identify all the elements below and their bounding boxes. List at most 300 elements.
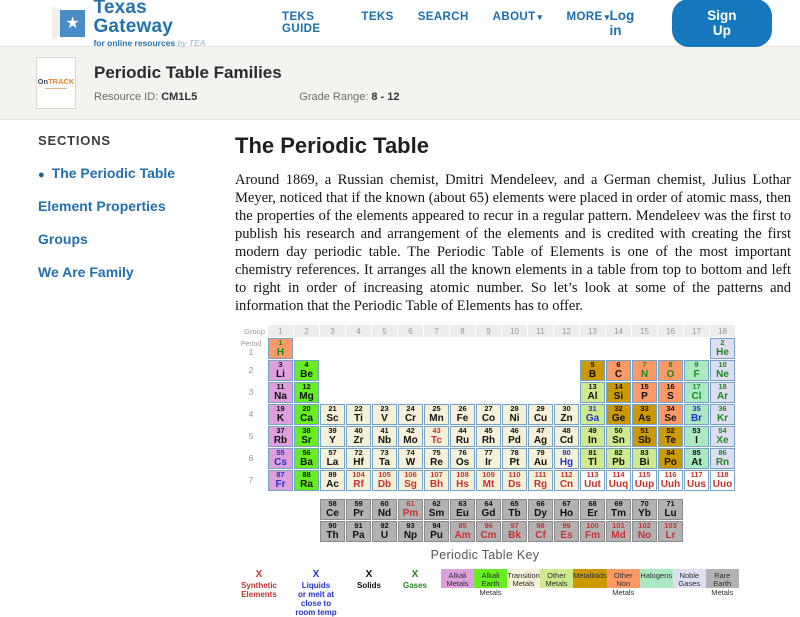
element-symbol: Xe — [716, 434, 729, 446]
element-number: 56 — [302, 448, 311, 458]
element-cell — [294, 448, 319, 469]
element-cell — [658, 448, 683, 469]
periodic-table-grid — [235, 325, 795, 491]
element-symbol: Ho — [559, 507, 574, 519]
element-cell — [476, 499, 501, 520]
element-cell — [346, 499, 371, 520]
element-number: 37 — [276, 426, 285, 436]
element-symbol: Tl — [588, 456, 597, 468]
brand-tagline-by: by TEA — [177, 38, 206, 48]
element-cell — [684, 404, 709, 425]
ontrack-logo-track: TRACK — [48, 77, 75, 86]
element-symbol: Rb — [273, 434, 288, 446]
element-cell — [502, 499, 527, 520]
element-symbol: Nb — [377, 434, 392, 446]
element-number: 76 — [458, 448, 467, 458]
element-number: 89 — [328, 470, 337, 480]
element-number: 55 — [276, 448, 285, 458]
element-cell — [528, 448, 553, 469]
key-state-solids — [349, 569, 389, 590]
main-content — [235, 133, 795, 617]
element-symbol: Cn — [559, 478, 574, 490]
element-cell — [658, 404, 683, 425]
element-symbol: Ds — [508, 478, 521, 490]
element-cell — [268, 360, 293, 381]
nav-link-teks-guide[interactable]: TEKS GUIDE — [282, 11, 321, 35]
sidebar-item-the-periodic-table[interactable] — [38, 165, 235, 181]
element-number: 27 — [484, 404, 493, 414]
element-cell — [268, 338, 293, 359]
period-number: 2 — [248, 365, 254, 376]
element-number: 45 — [484, 426, 493, 436]
element-number: 74 — [406, 448, 415, 458]
element-number: 25 — [432, 404, 441, 414]
element-cell — [632, 360, 657, 381]
element-cell — [554, 470, 579, 491]
period-label: Period — [240, 340, 262, 348]
element-number: 21 — [328, 404, 337, 414]
element-cell — [554, 499, 579, 520]
periodic-table-figure — [235, 325, 795, 617]
element-number: 99 — [562, 521, 571, 531]
element-number: 83 — [640, 448, 649, 458]
key-state-label-line: Gases — [402, 580, 428, 590]
element-cell — [268, 470, 293, 491]
element-number: 34 — [666, 404, 675, 414]
element-number: 107 — [430, 470, 443, 480]
element-cell — [268, 448, 293, 469]
element-number: 111 — [534, 470, 547, 480]
element-number: 109 — [482, 470, 495, 480]
element-number: 105 — [378, 470, 391, 480]
element-number: 9 — [694, 360, 699, 370]
element-symbol: Uut — [584, 478, 601, 490]
element-number: 39 — [328, 426, 337, 436]
element-symbol: Ru — [455, 434, 470, 446]
element-symbol: Mg — [299, 390, 314, 402]
element-symbol: B — [588, 368, 597, 380]
element-cell — [710, 360, 735, 381]
element-symbol: W — [405, 456, 416, 468]
element-cell — [606, 499, 631, 520]
element-symbol: Rf — [353, 478, 364, 490]
key-swatch-label-line: Other — [547, 571, 566, 580]
element-symbol: Cd — [559, 434, 574, 446]
group-number: 11 — [528, 325, 553, 337]
element-number: 28 — [510, 404, 519, 414]
sections-heading: SECTIONS — [38, 133, 111, 148]
group-number: 6 — [398, 325, 423, 337]
element-symbol: Zn — [560, 412, 573, 424]
element-symbol: Ir — [485, 456, 492, 468]
key-swatch-label-line: Metals — [479, 587, 502, 597]
element-number: 17 — [692, 382, 701, 392]
element-symbol: Y — [329, 434, 336, 446]
element-number: 12 — [302, 382, 311, 392]
key-swatch-label-line: Metals — [512, 579, 535, 589]
element-symbol: Ni — [509, 412, 520, 424]
element-cell — [658, 426, 683, 447]
element-cell — [294, 426, 319, 447]
key-state-label-line: Solids — [356, 580, 381, 590]
element-cell — [424, 448, 449, 469]
element-symbol: Rn — [715, 456, 730, 468]
element-cell — [450, 499, 475, 520]
element-number: 38 — [302, 426, 311, 436]
element-symbol: Uup — [634, 478, 655, 490]
sidebar-item-label: The Periodic Table — [51, 165, 176, 181]
element-symbol: Rh — [481, 434, 496, 446]
element-cell — [658, 499, 683, 520]
resource-id-value: CM1L5 — [161, 91, 198, 103]
group-number: 7 — [424, 325, 449, 337]
element-cell — [372, 448, 397, 469]
element-number: 117 — [690, 470, 703, 480]
key-swatch-label-line: Alkali — [448, 571, 467, 580]
element-number: 72 — [354, 448, 363, 458]
element-symbol: Er — [587, 507, 598, 519]
element-number: 79 — [536, 448, 545, 458]
element-cell — [450, 404, 475, 425]
element-cell — [528, 470, 553, 491]
element-cell — [580, 521, 605, 542]
element-cell — [606, 404, 631, 425]
element-number: 80 — [562, 448, 571, 458]
element-number: 115 — [638, 470, 651, 480]
key-state-label-line: room temp — [295, 608, 337, 617]
element-number: 22 — [354, 404, 363, 414]
element-symbol: Tm — [611, 507, 626, 519]
element-cell — [580, 499, 605, 520]
element-cell — [580, 404, 605, 425]
element-number: 1 — [278, 338, 283, 348]
element-symbol: Yb — [638, 507, 651, 519]
element-symbol: Zr — [353, 434, 364, 446]
group-number: 1 — [268, 325, 293, 337]
element-symbol: Al — [587, 390, 598, 402]
element-number: 40 — [354, 426, 363, 436]
element-symbol: Uus — [687, 478, 706, 490]
element-symbol: Br — [690, 412, 703, 424]
element-number: 98 — [536, 521, 545, 531]
element-cell — [346, 448, 371, 469]
element-number: 18 — [718, 382, 727, 392]
signup-button[interactable]: Sign Up — [672, 0, 772, 47]
element-symbol: He — [716, 346, 729, 358]
group-number: 4 — [346, 325, 371, 337]
element-symbol: Mt — [482, 478, 495, 490]
element-symbol: H — [276, 346, 285, 358]
key-state-label-line: Elements — [241, 589, 277, 599]
key-swatch-label-line: Metalloids — [573, 571, 607, 580]
element-number: 7 — [642, 360, 647, 370]
element-cell — [372, 470, 397, 491]
resource-header — [0, 46, 800, 120]
element-symbol: Cf — [535, 529, 546, 541]
element-symbol: Te — [665, 434, 676, 446]
key-swatch-label-line: Earth — [713, 579, 732, 589]
element-cell — [294, 470, 319, 491]
ontrack-logo-rule — [45, 88, 67, 89]
element-number: 68 — [588, 499, 597, 509]
element-cell — [320, 404, 345, 425]
key-swatch-label-line: Non — [616, 579, 631, 589]
element-number: 85 — [692, 448, 701, 458]
period-number: 5 — [248, 431, 254, 442]
element-symbol: Gd — [481, 507, 496, 519]
element-number: 93 — [406, 521, 415, 531]
group-number: 5 — [372, 325, 397, 337]
element-symbol: Na — [274, 390, 287, 402]
element-symbol: Rg — [533, 478, 548, 490]
element-symbol: Re — [430, 456, 443, 468]
brand-title: Texas Gateway — [93, 0, 174, 37]
element-number: 101 — [612, 521, 625, 531]
element-number: 50 — [614, 426, 623, 436]
element-number: 110 — [508, 470, 521, 480]
key-swatch-ak — [441, 569, 474, 588]
element-symbol: La — [326, 456, 339, 468]
element-cell — [580, 382, 605, 403]
element-number: 52 — [666, 426, 675, 436]
sidebar-item-groups[interactable] — [38, 231, 235, 247]
element-symbol: Co — [481, 412, 496, 424]
element-number: 60 — [380, 499, 389, 509]
element-symbol: In — [588, 434, 597, 446]
element-cell — [320, 521, 345, 542]
element-number: 82 — [614, 448, 623, 458]
element-cell — [450, 426, 475, 447]
element-cell — [502, 470, 527, 491]
element-symbol: Eu — [456, 507, 469, 519]
element-symbol: Sg — [404, 478, 417, 490]
chevron-down-icon: ▾ — [537, 12, 543, 22]
element-number: 30 — [562, 404, 571, 414]
period-number — [235, 338, 267, 359]
active-bullet-icon: ● — [38, 169, 45, 181]
resource-title: Periodic Table Families — [94, 63, 282, 82]
sidebar-item-we-are-family[interactable] — [38, 264, 235, 280]
element-symbol: Lr — [665, 529, 676, 541]
element-cell — [502, 404, 527, 425]
element-symbol: Lu — [664, 507, 677, 519]
element-symbol: Pu — [430, 529, 443, 541]
element-number: 48 — [562, 426, 571, 436]
element-cell — [632, 382, 657, 403]
element-number: 63 — [458, 499, 467, 509]
element-symbol: Cl — [691, 390, 702, 402]
element-cell — [528, 426, 553, 447]
element-number: 16 — [666, 382, 675, 392]
element-number: 71 — [666, 499, 675, 509]
element-number: 43 — [432, 426, 441, 436]
element-symbol: Ag — [533, 434, 548, 446]
element-cell — [268, 382, 293, 403]
element-cell — [424, 521, 449, 542]
group-number: 18 — [710, 325, 735, 337]
element-symbol: Au — [533, 456, 548, 468]
element-cell — [710, 404, 735, 425]
element-cell — [632, 521, 657, 542]
element-number: 118 — [716, 470, 729, 480]
element-symbol: Pb — [612, 456, 625, 468]
element-cell — [424, 499, 449, 520]
element-cell — [606, 470, 631, 491]
element-number: 11 — [276, 382, 285, 392]
element-number: 66 — [536, 499, 545, 509]
sidebar-item-element-properties[interactable] — [38, 198, 235, 214]
element-cell — [320, 426, 345, 447]
element-symbol: Cu — [533, 412, 548, 424]
element-number: 58 — [328, 499, 337, 509]
element-number: 49 — [588, 426, 597, 436]
element-cell — [502, 426, 527, 447]
element-cell — [424, 426, 449, 447]
group-number: 17 — [684, 325, 709, 337]
nav-link-more[interactable]: MORE ▾ — [566, 11, 610, 23]
element-cell — [320, 499, 345, 520]
element-cell — [658, 360, 683, 381]
element-number: 88 — [302, 470, 311, 480]
element-number: 86 — [718, 448, 727, 458]
intro-paragraph: Around 1869, a Russian chemist, Dmitri Mendeleev, and a German chemist, Julius Lothar Meyer, noticed that if the known (about 65) elements were placed in order of atomic mass, then the properties of the elements appeared to recur in a regular pattern. Mendeleev was the first to publish his research and arrangement of the elements and is credited with creating the first modern day periodic table. The Periodic Table of Elements is one of the most important chemistry references. It arranges all the known elements in a table from top to bottom and left to right in order of increasing atomic number. So let’s look at some of the patterns and information that the Periodic Table of Elements has to offer. — [235, 172, 791, 314]
key-swatch-label-line: Other — [613, 571, 633, 580]
element-symbol: Uuq — [608, 478, 629, 490]
element-symbol: Sn — [612, 434, 625, 446]
grade-range-value: 8 - 12 — [371, 91, 400, 103]
brand-tagline-text: for online resources — [93, 38, 176, 48]
login-link[interactable]: Log in — [609, 8, 635, 38]
element-symbol: Db — [377, 478, 392, 490]
key-state-label-line: Liquids — [301, 580, 331, 590]
key-swatch-label-line: Noble — [679, 571, 700, 580]
element-cell — [580, 470, 605, 491]
element-symbol: No — [637, 529, 652, 541]
group-number: 16 — [658, 325, 683, 337]
element-symbol: Pt — [509, 456, 520, 468]
element-number: 62 — [432, 499, 441, 509]
period-number: 6 — [248, 453, 254, 464]
element-number: 65 — [510, 499, 519, 509]
element-cell — [294, 404, 319, 425]
element-symbol: Sr — [301, 434, 312, 446]
element-cell — [294, 382, 319, 403]
element-number: 61 — [406, 499, 415, 509]
element-symbol: K — [276, 412, 285, 424]
element-number: 13 — [588, 382, 597, 392]
element-cell — [632, 426, 657, 447]
element-cell — [398, 448, 423, 469]
key-swatch-ng — [673, 569, 706, 588]
element-number: 87 — [276, 470, 285, 480]
key-state-label-line: or melt at — [297, 589, 334, 599]
element-number: 4 — [304, 360, 309, 370]
element-symbol: Dy — [534, 507, 547, 519]
element-symbol: Hf — [353, 456, 364, 468]
element-number: 10 — [718, 360, 727, 370]
element-number: 35 — [692, 404, 701, 414]
nav-link-teks[interactable]: TEKS — [361, 11, 394, 23]
element-number: 67 — [562, 499, 571, 509]
element-number: 32 — [614, 404, 623, 414]
element-number: 57 — [328, 448, 337, 458]
key-swatch-label-line: Metals — [446, 579, 469, 589]
element-symbol: Ac — [326, 478, 339, 490]
element-number: 26 — [458, 404, 467, 414]
brand-tagline — [93, 38, 224, 48]
period-number: 7 — [248, 475, 254, 486]
element-number: 8 — [668, 360, 673, 370]
element-cell — [346, 404, 371, 425]
element-number: 70 — [640, 499, 649, 509]
element-cell — [398, 521, 423, 542]
element-number: 90 — [328, 521, 337, 531]
element-cell — [580, 426, 605, 447]
element-cell — [658, 382, 683, 403]
element-symbol: U — [380, 529, 389, 541]
element-number: 46 — [510, 426, 519, 436]
element-cell — [398, 499, 423, 520]
star-icon: ★ — [60, 10, 85, 37]
element-number: 15 — [640, 382, 649, 392]
element-cell — [684, 426, 709, 447]
element-cell — [476, 404, 501, 425]
element-symbol: Pa — [352, 529, 365, 541]
key-swatch-ae — [474, 569, 507, 597]
element-number: 73 — [380, 448, 389, 458]
element-cell — [450, 470, 475, 491]
key-state-symbol: X — [411, 569, 419, 580]
key-state-symbol: X — [312, 569, 320, 580]
group-number: 12 — [554, 325, 579, 337]
element-cell — [372, 499, 397, 520]
element-number: 41 — [380, 426, 389, 436]
element-cell — [528, 404, 553, 425]
element-cell — [606, 448, 631, 469]
element-symbol: Ti — [354, 412, 363, 424]
element-symbol: C — [614, 368, 623, 380]
element-number: 114 — [612, 470, 625, 480]
element-symbol: Hg — [559, 456, 574, 468]
element-number: 64 — [484, 499, 493, 509]
element-symbol: Uuh — [660, 478, 681, 490]
element-cell — [450, 448, 475, 469]
element-symbol: Bh — [429, 478, 444, 490]
texas-gateway-logo[interactable] — [60, 0, 224, 48]
nav-link-about[interactable]: ABOUT ▾ — [492, 11, 543, 23]
key-state-symbol: X — [365, 569, 373, 580]
resource-id-label: Resource ID: — [94, 91, 159, 103]
chevron-down-icon: ▾ — [604, 12, 610, 22]
element-cell — [710, 382, 735, 403]
element-symbol: Ca — [300, 412, 313, 424]
element-symbol: Ge — [611, 412, 626, 424]
element-cell — [320, 448, 345, 469]
element-symbol: Bi — [639, 456, 650, 468]
element-cell — [424, 404, 449, 425]
sidebar-item-label: Groups — [38, 231, 88, 247]
element-symbol: Pd — [508, 434, 521, 446]
element-number: 54 — [718, 426, 727, 436]
element-number: 103 — [664, 521, 677, 531]
element-cell — [580, 360, 605, 381]
element-number: 33 — [640, 404, 649, 414]
element-symbol: Os — [455, 456, 470, 468]
nav-link-search[interactable]: SEARCH — [417, 11, 469, 23]
element-symbol: Cm — [480, 529, 497, 541]
element-number: 42 — [406, 426, 415, 436]
element-cell — [632, 448, 657, 469]
